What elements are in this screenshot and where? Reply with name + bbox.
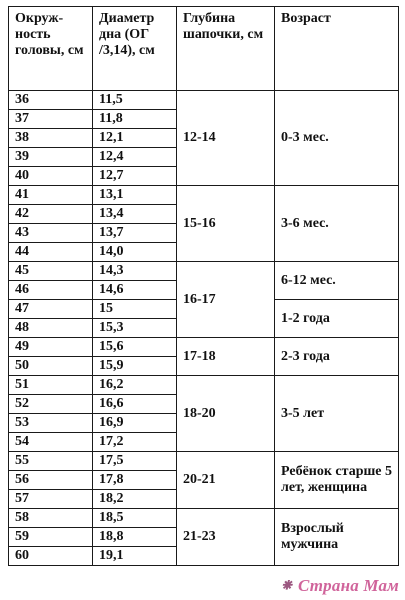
depth-cell: 17-18 xyxy=(177,338,275,376)
diameter-cell: 11,8 xyxy=(93,110,177,129)
age-cell: Ребёнок старше 5 лет, женщина xyxy=(275,452,399,509)
depth-cell: 12-14 xyxy=(177,91,275,186)
circumference-cell: 43 xyxy=(9,224,93,243)
depth-cell: 20-21 xyxy=(177,452,275,509)
diameter-cell: 12,4 xyxy=(93,148,177,167)
diameter-cell: 13,1 xyxy=(93,186,177,205)
header-depth: Глубина шапочки, см xyxy=(177,7,275,91)
depth-cell: 15-16 xyxy=(177,186,275,262)
circumference-cell: 59 xyxy=(9,528,93,547)
circumference-cell: 50 xyxy=(9,357,93,376)
diameter-cell: 16,9 xyxy=(93,414,177,433)
circumference-cell: 52 xyxy=(9,395,93,414)
diameter-cell: 17,5 xyxy=(93,452,177,471)
circumference-cell: 53 xyxy=(9,414,93,433)
age-cell: 6-12 мес. xyxy=(275,262,399,300)
diameter-cell: 15,6 xyxy=(93,338,177,357)
site-watermark xyxy=(279,576,399,596)
age-cell: Взрослый мужчина xyxy=(275,509,399,566)
circumference-cell: 40 xyxy=(9,167,93,186)
circumference-cell: 51 xyxy=(9,376,93,395)
circumference-cell: 44 xyxy=(9,243,93,262)
header-age: Возраст xyxy=(275,7,399,91)
table-row xyxy=(9,262,399,281)
diameter-cell: 14,3 xyxy=(93,262,177,281)
circumference-cell: 54 xyxy=(9,433,93,452)
watermark-text: Страна Мам xyxy=(297,576,399,595)
circumference-cell: 47 xyxy=(9,300,93,319)
circumference-cell: 58 xyxy=(9,509,93,528)
table-row xyxy=(9,452,399,471)
diameter-cell: 18,2 xyxy=(93,490,177,509)
table-row xyxy=(9,376,399,395)
depth-cell: 18-20 xyxy=(177,376,275,452)
circumference-cell: 37 xyxy=(9,110,93,129)
circumference-cell: 46 xyxy=(9,281,93,300)
diameter-cell: 18,5 xyxy=(93,509,177,528)
diameter-cell: 12,1 xyxy=(93,129,177,148)
table-row xyxy=(9,186,399,205)
circumference-cell: 45 xyxy=(9,262,93,281)
depth-cell: 16-17 xyxy=(177,262,275,338)
circumference-cell: 56 xyxy=(9,471,93,490)
circumference-cell: 42 xyxy=(9,205,93,224)
circumference-cell: 60 xyxy=(9,547,93,566)
table-header-row xyxy=(9,7,399,91)
circumference-cell: 39 xyxy=(9,148,93,167)
diameter-cell: 15,3 xyxy=(93,319,177,338)
watermark-logo-icon: ⁕ xyxy=(279,576,294,595)
age-cell: 0-3 мес. xyxy=(275,91,399,186)
header-diameter: Диаметр дна (ОГ /3,14), см xyxy=(93,7,177,91)
diameter-cell: 12,7 xyxy=(93,167,177,186)
header-circumference: Окруж-ность головы, см xyxy=(9,7,93,91)
diameter-cell: 13,7 xyxy=(93,224,177,243)
circumference-cell: 55 xyxy=(9,452,93,471)
circumference-cell: 48 xyxy=(9,319,93,338)
table-row xyxy=(9,509,399,528)
diameter-cell: 19,1 xyxy=(93,547,177,566)
head-size-table xyxy=(8,6,399,566)
diameter-cell: 11,5 xyxy=(93,91,177,110)
diameter-cell: 17,2 xyxy=(93,433,177,452)
diameter-cell: 15 xyxy=(93,300,177,319)
diameter-cell: 16,6 xyxy=(93,395,177,414)
circumference-cell: 41 xyxy=(9,186,93,205)
diameter-cell: 16,2 xyxy=(93,376,177,395)
circumference-cell: 57 xyxy=(9,490,93,509)
age-cell: 3-6 мес. xyxy=(275,186,399,262)
table-row xyxy=(9,91,399,110)
diameter-cell: 17,8 xyxy=(93,471,177,490)
diameter-cell: 15,9 xyxy=(93,357,177,376)
age-cell: 1-2 года xyxy=(275,300,399,338)
diameter-cell: 14,6 xyxy=(93,281,177,300)
circumference-cell: 36 xyxy=(9,91,93,110)
depth-cell: 21-23 xyxy=(177,509,275,566)
diameter-cell: 13,4 xyxy=(93,205,177,224)
age-cell: 2-3 года xyxy=(275,338,399,376)
table-row xyxy=(9,338,399,357)
circumference-cell: 49 xyxy=(9,338,93,357)
diameter-cell: 14,0 xyxy=(93,243,177,262)
circumference-cell: 38 xyxy=(9,129,93,148)
diameter-cell: 18,8 xyxy=(93,528,177,547)
age-cell: 3-5 лет xyxy=(275,376,399,452)
